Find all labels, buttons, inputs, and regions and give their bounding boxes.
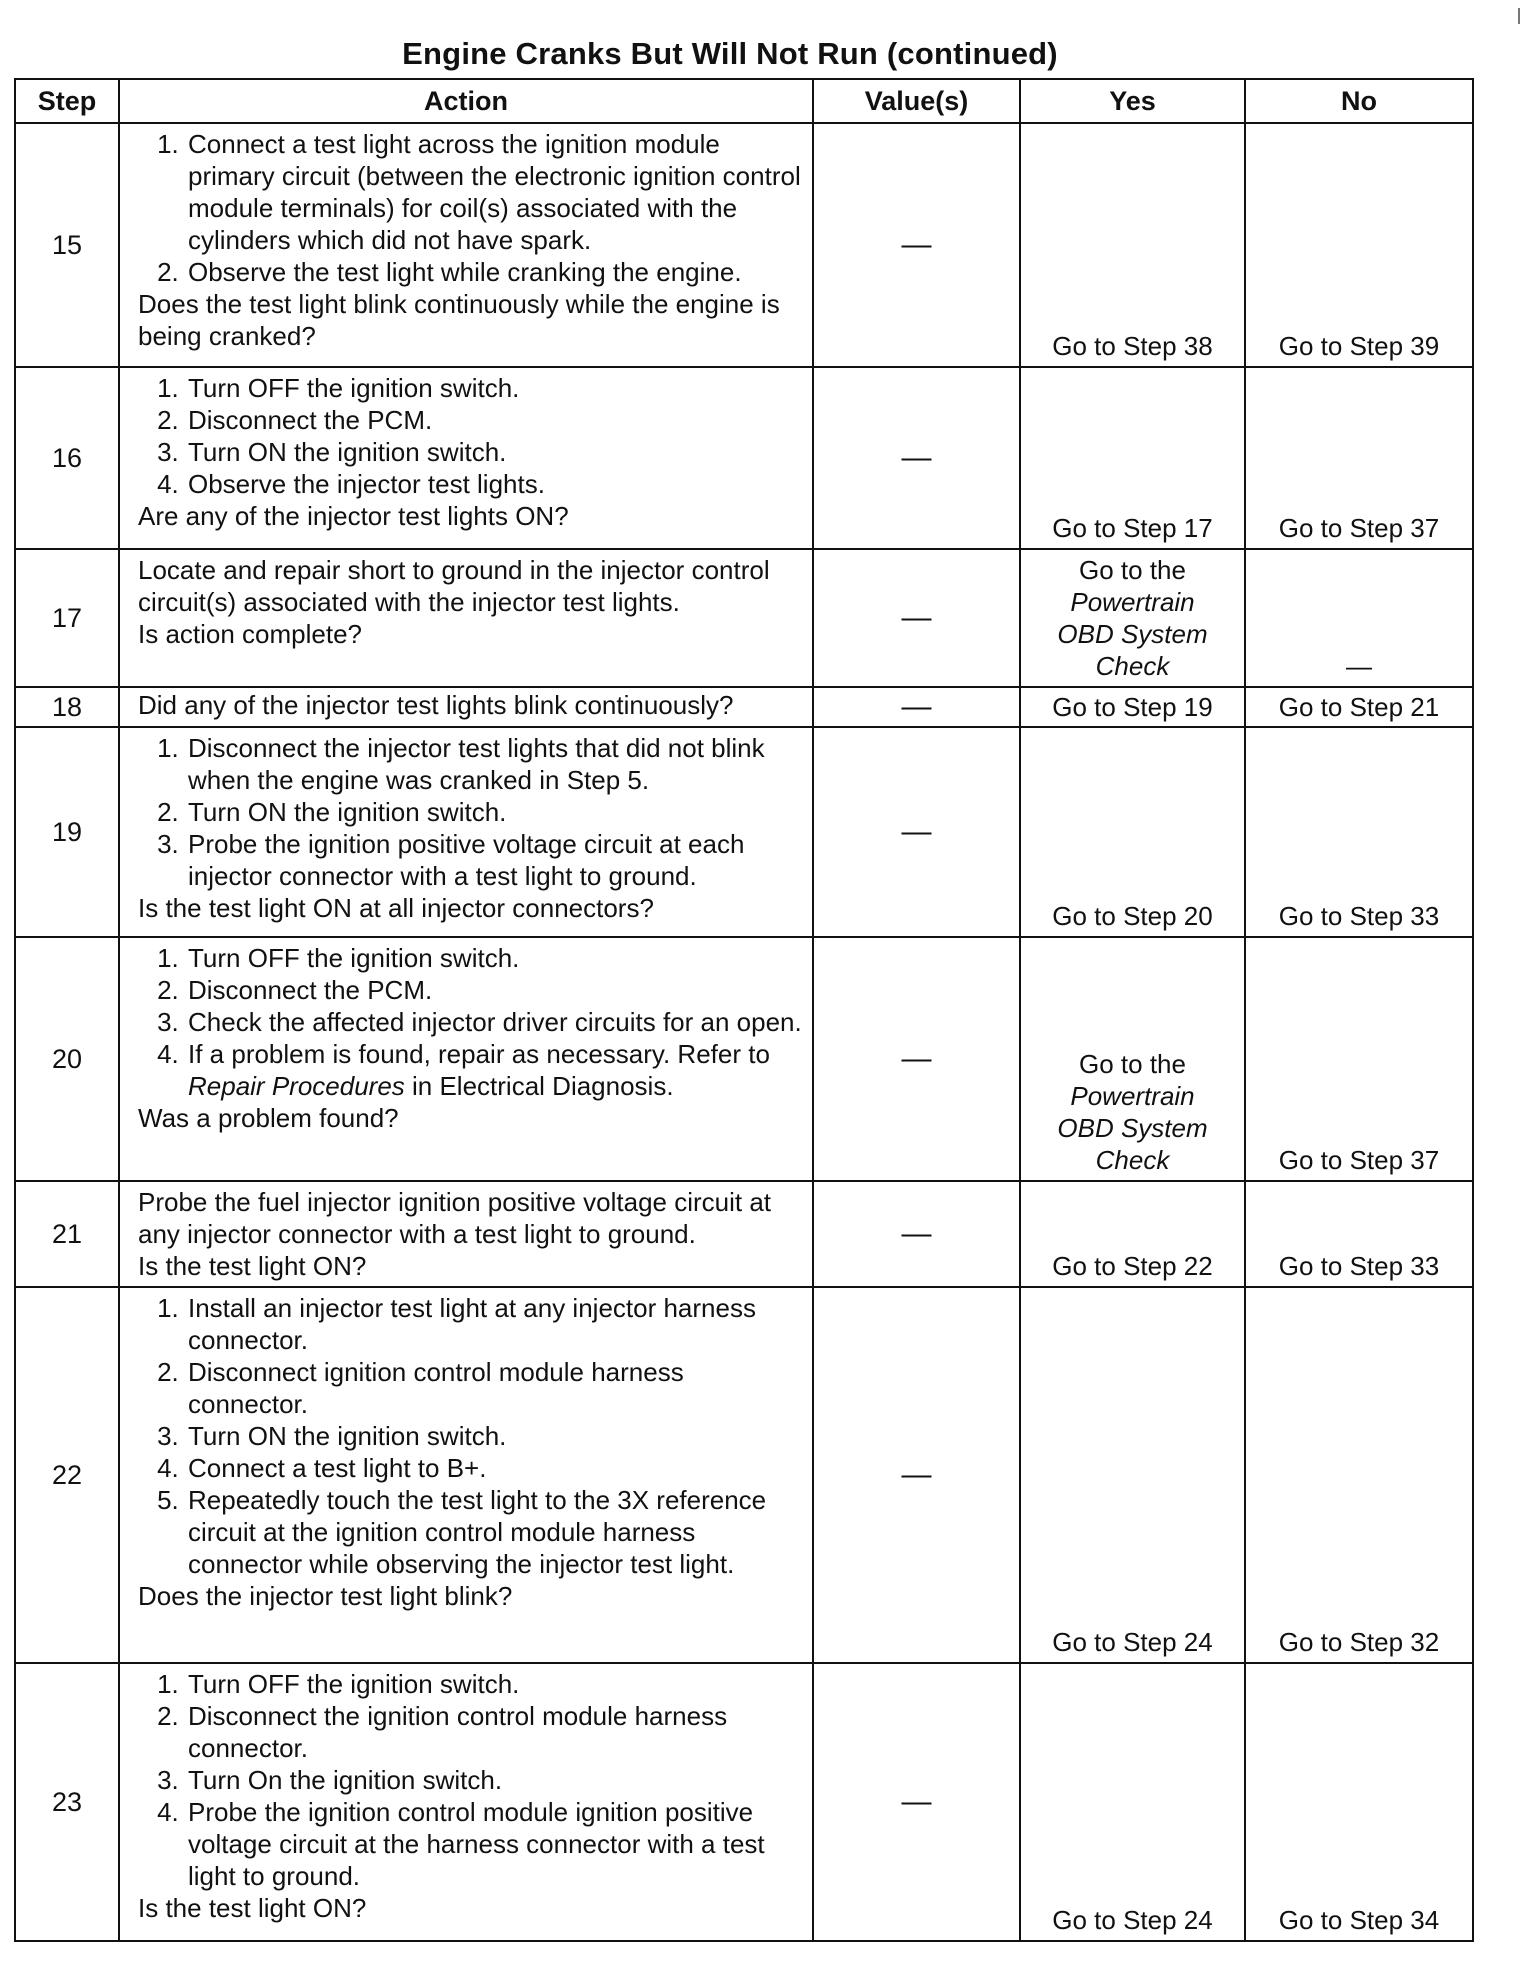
- step-number: 16: [15, 367, 119, 549]
- scan-mark: [1518, 8, 1520, 24]
- action-question: Is action complete?: [138, 619, 363, 649]
- action-item: 3. Probe the ignition positive voltage circuit at each injector connector with a test light to ground.: [186, 828, 804, 892]
- action-item: 1. Disconnect the injector test lights that did not blink when the engine was cranked in Step 5.: [186, 732, 804, 796]
- action-cell: [119, 367, 813, 549]
- action-list: [138, 732, 804, 892]
- step-number: 18: [15, 687, 119, 727]
- action-list: [138, 1668, 804, 1892]
- header-yes: Yes: [1020, 79, 1245, 123]
- no-cell: Go to Step 32: [1245, 1287, 1473, 1663]
- no-cell: —: [1245, 549, 1473, 687]
- action-cell: [119, 687, 813, 727]
- no-cell: Go to Step 33: [1245, 727, 1473, 937]
- header-values: Value(s): [813, 79, 1020, 123]
- yes-cell: Go to Step 22: [1020, 1181, 1245, 1287]
- diagnostic-table: [14, 78, 1474, 1942]
- yes-cell: [1020, 549, 1245, 687]
- action-list: [138, 372, 804, 500]
- no-cell: Go to Step 33: [1245, 1181, 1473, 1287]
- table-row: [15, 1181, 1473, 1287]
- action-item: 4. Probe the ignition control module ignition positive voltage circuit at the harness connector with a test light to ground.: [186, 1796, 804, 1892]
- action-item: 4. Connect a test light to B+.: [186, 1452, 804, 1484]
- header-action: Action: [119, 79, 813, 123]
- value-cell: —: [813, 687, 1020, 727]
- action-item: 2. Disconnect ignition control module harness connector.: [186, 1356, 804, 1420]
- action-question: Does the test light blink continuously while the engine is being cranked?: [138, 289, 780, 351]
- table-row: [15, 1663, 1473, 1941]
- step-number: 15: [15, 123, 119, 367]
- action-item: 3. Check the affected injector driver circuits for an open.: [186, 1006, 804, 1038]
- no-cell: Go to Step 34: [1245, 1663, 1473, 1941]
- header-step: Step: [15, 79, 119, 123]
- action-item: 5. Repeatedly touch the test light to the 3X reference circuit at the ignition control module harness connector while observing the injector test light.: [186, 1484, 804, 1580]
- action-cell: [119, 937, 813, 1181]
- action-question: Did any of the injector test lights blink continuously?: [138, 690, 734, 720]
- step-number: 19: [15, 727, 119, 937]
- table-row: [15, 549, 1473, 687]
- yes-cell: Go to Step 20: [1020, 727, 1245, 937]
- action-list: [138, 1292, 804, 1580]
- action-item: 1. Turn OFF the ignition switch.: [186, 372, 804, 404]
- value-cell: —: [813, 1663, 1020, 1941]
- value-cell: —: [813, 1181, 1020, 1287]
- repair-procedures-reference: Repair Procedures: [188, 1071, 405, 1101]
- value-cell: —: [813, 367, 1020, 549]
- action-item: 1. Install an injector test light at any injector harness connector.: [186, 1292, 804, 1356]
- yes-reference: Powertrain OBD System Check: [1057, 1081, 1208, 1175]
- yes-text: Go to the: [1079, 1049, 1186, 1079]
- no-cell: Go to Step 37: [1245, 937, 1473, 1181]
- action-item-text: If a problem is found, repair as necessary. Refer to: [188, 1039, 770, 1069]
- yes-reference: Powertrain OBD System Check: [1057, 587, 1208, 681]
- yes-cell: [1020, 937, 1245, 1181]
- value-cell: —: [813, 937, 1020, 1181]
- table-row: [15, 727, 1473, 937]
- action-cell: [119, 1663, 813, 1941]
- table-row: [15, 367, 1473, 549]
- yes-cell: Go to Step 24: [1020, 1663, 1245, 1941]
- action-item: 1. Connect a test light across the ignition module primary circuit (between the electronic ignition control module terminals) for coil(s) associated with the cylinders which did not have spark.: [186, 128, 804, 256]
- page-title: Engine Cranks But Will Not Run (continued): [402, 36, 1058, 71]
- no-cell: Go to Step 39: [1245, 123, 1473, 367]
- value-cell: —: [813, 727, 1020, 937]
- header-no: No: [1245, 79, 1473, 123]
- table-row: [15, 123, 1473, 367]
- action-question: Is the test light ON?: [138, 1893, 367, 1923]
- action-cell: [119, 1287, 813, 1663]
- action-question: Are any of the injector test lights ON?: [138, 501, 569, 531]
- action-item-text: in Electrical Diagnosis.: [404, 1071, 674, 1101]
- action-cell: [119, 123, 813, 367]
- action-cell: [119, 549, 813, 687]
- action-list: [138, 128, 804, 288]
- action-cell: [119, 727, 813, 937]
- action-cell: [119, 1181, 813, 1287]
- action-item: 3. Turn On the ignition switch.: [186, 1764, 804, 1796]
- no-cell: Go to Step 37: [1245, 367, 1473, 549]
- action-item: 2. Disconnect the PCM.: [186, 404, 804, 436]
- action-item: 2. Disconnect the PCM.: [186, 974, 804, 1006]
- value-cell: —: [813, 123, 1020, 367]
- action-question: Is the test light ON?: [138, 1251, 367, 1281]
- table-row: [15, 937, 1473, 1181]
- step-number: 22: [15, 1287, 119, 1663]
- table-row: [15, 1287, 1473, 1663]
- no-cell: Go to Step 21: [1245, 687, 1473, 727]
- yes-text: Go to the: [1079, 555, 1186, 585]
- action-item: 1. Turn OFF the ignition switch.: [186, 1668, 804, 1700]
- action-item: 3. Turn ON the ignition switch.: [186, 436, 804, 468]
- step-number: 23: [15, 1663, 119, 1941]
- step-number: 21: [15, 1181, 119, 1287]
- table-header-row: [15, 79, 1473, 123]
- action-item: 3. Turn ON the ignition switch.: [186, 1420, 804, 1452]
- action-item: 2. Disconnect the ignition control module harness connector.: [186, 1700, 804, 1764]
- table-row: [15, 687, 1473, 727]
- action-question: Was a problem found?: [138, 1103, 399, 1133]
- step-number: 20: [15, 937, 119, 1181]
- action-item: 2. Observe the test light while cranking the engine.: [186, 256, 804, 288]
- action-item: 2. Turn ON the ignition switch.: [186, 796, 804, 828]
- value-cell: —: [813, 1287, 1020, 1663]
- yes-cell: Go to Step 38: [1020, 123, 1245, 367]
- action-list: [138, 942, 804, 1102]
- action-text: Locate and repair short to ground in the injector control circuit(s) associated with the injector test lights.: [138, 555, 770, 617]
- step-number: 17: [15, 549, 119, 687]
- yes-cell: Go to Step 24: [1020, 1287, 1245, 1663]
- yes-cell: Go to Step 19: [1020, 687, 1245, 727]
- action-item: [186, 1038, 804, 1102]
- value-cell: —: [813, 549, 1020, 687]
- action-question: Does the injector test light blink?: [138, 1581, 513, 1611]
- action-item: 4. Observe the injector test lights.: [186, 468, 804, 500]
- action-question: Is the test light ON at all injector connectors?: [138, 893, 654, 923]
- action-item: 1. Turn OFF the ignition switch.: [186, 942, 804, 974]
- yes-cell: Go to Step 17: [1020, 367, 1245, 549]
- action-text: Probe the fuel injector ignition positive voltage circuit at any injector connector with a test light to ground.: [138, 1187, 772, 1249]
